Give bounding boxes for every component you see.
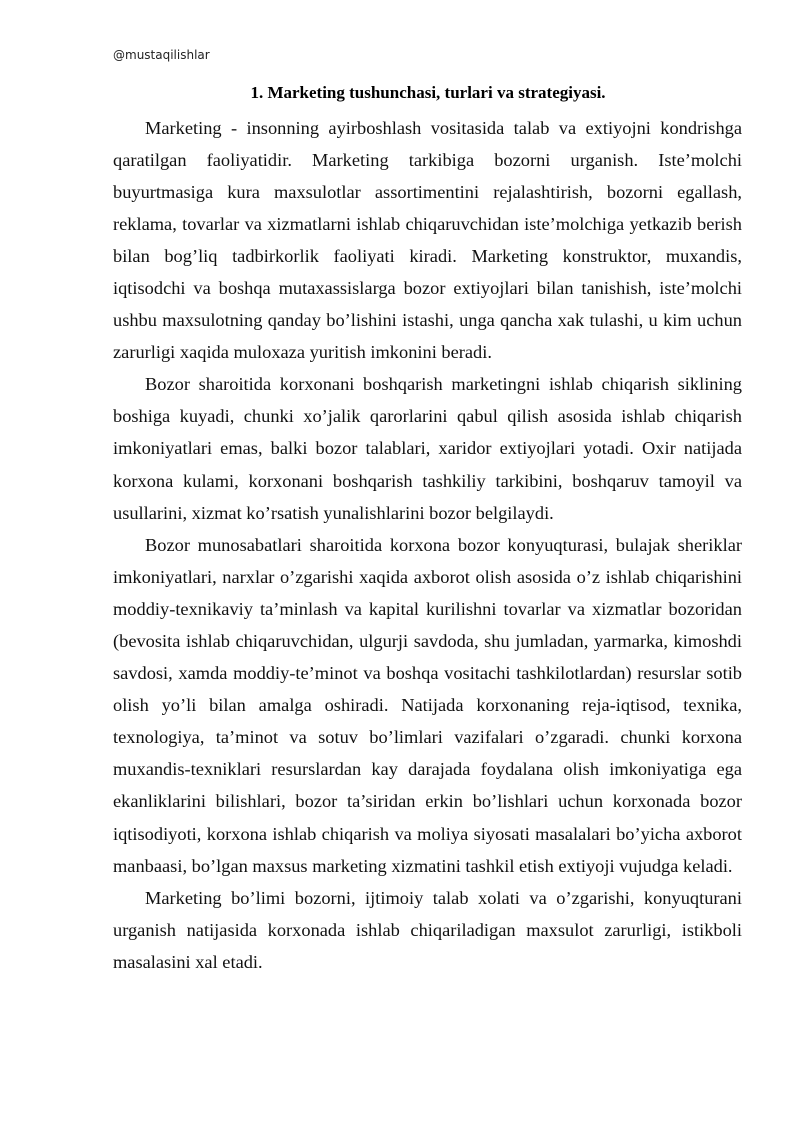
paragraph: Marketing bo’limi bozorni, ijtimoiy talab xolati va o’zgarishi, konyuqturani urganish natijasida korxonada ishlab chiqariladigan maxsulot zarurligi, istikboli masalasini xal etadi. [113,887,742,972]
document-body [113,112,742,979]
paragraph: Bozor munosabatlari sharoitida korxona bozor konyuqturasi, bulajak sheriklar imkoniyatlari, narxlar o’zgarishi xaqida axborot olish asosida o’z ishlab chiqarishini moddiy-texnikaviy ta’minlash va kapital kurilishni tovarlar va xizmatlar bozoridan (bevosita ishlab chiqaruvchidan, ulgurji savdoda, shu jumladan, yarmarka, kimoshdi savdosi, xamda moddiy-te’minot va boshqa vositachi tashkilotlardan) resurslar sotib olish yo’li bilan amalga oshiradi. Natijada korxonaning reja-iqtisod, texnika, texnologiya, ta’minot va sotuv bo’limlari vazifalari o’zgaradi. chunki korxona muxandis-texniklari resurslardan kay darajada foydalana olish imkoniyatiga ega ekanliklarini bilishlari, bozor ta’siridan erkin bo’lishlari uchun korxonada bozor iqtisodiyoti, korxona ishlab chiqarish va moliya siyosati masalalari bo’yicha axborot manbaasi, bo’lgan maxsus marketing xizmatini tashkil etish extiyoji vujudga keladi. [113,534,742,876]
watermark-text: @mustaqilishlar [113,48,210,62]
paragraph: Bozor sharoitida korxonani boshqarish marketingni ishlab chiqarish siklining boshiga kuyadi, chunki xo’jalik qarorlarini qabul qilish asosida ishlab chiqarish imkoniyatlari emas, balki bozor talablari, xaridor extiyojlari yotadi. Oxir natijada korxona kulami, korxonani boshqarish tashkiliy tarkibini, boshqaruv tamoyil va usullarini, xizmat ko’rsatish yunalishlarini bozor belgilaydi. [113,374,742,523]
section-title: 1. Marketing tushunchasi, turlari va strategiyasi. [250,83,606,102]
paragraph: Marketing - insonning ayirboshlash vositasida talab va extiyojni kondrishga qaratilgan faoliyatidir. Marketing tarkibiga bozorni urganish. Iste’molchi buyurtmasiga kura maxsulotlar assortimentini rejalashtirish, bozorni egallash, reklama, tovarlar va xizmatlarni ishlab chiqaruvchidan iste’molchiga yetkazib berish bilan bog’liq tadbirkorlik faoliyati kiradi. Marketing konstruktor, muxandis, iqtisodchi va boshqa mutaxassislarga bozor extiyojlari bilan tanishish, iste’molchi ushbu maxsulotning qanday bo’lishini istashi, unga qancha xak tulashi, u kim uchun zarurligi xaqida muloxaza yuritish imkonini beradi. [113,117,742,363]
